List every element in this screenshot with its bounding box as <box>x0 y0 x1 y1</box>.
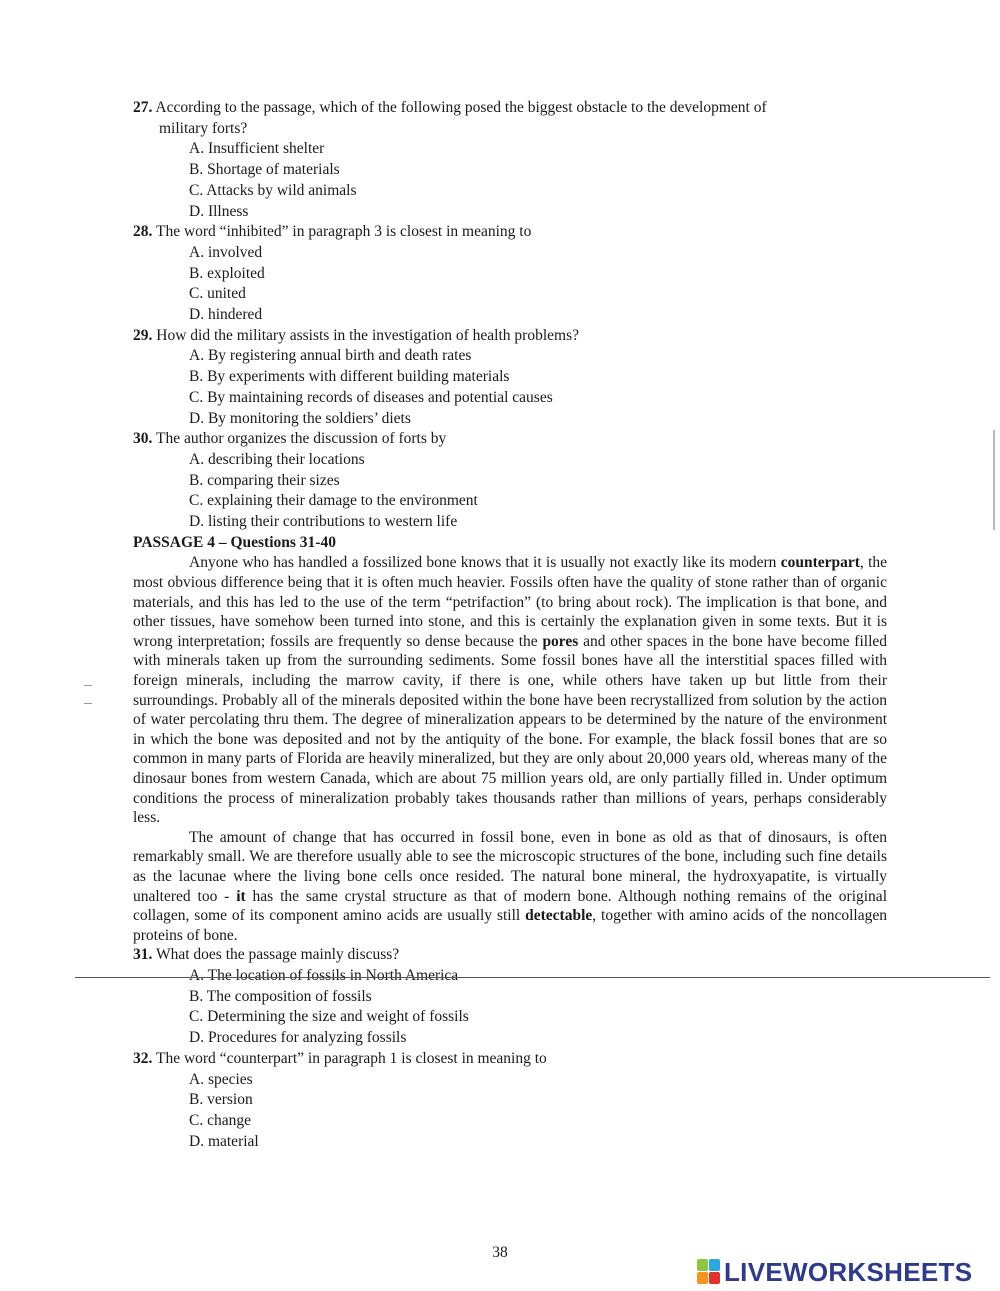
question-27 <box>133 98 887 139</box>
liveworksheets-logo-icon <box>697 1259 721 1285</box>
question-stem: According to the passage, which of the following posed the biggest obstacle to the development of <box>155 99 767 116</box>
option-27-d[interactable]: D. Illness <box>189 202 249 220</box>
passage-paragraph-2: The amount of change that has occurred in fossil bone, even in bone as old as that of dinosaurs, is often remarkably small. We are therefore usually able to see the microscopic structures of the bone, including such fine details as the lacunae where the living bone cells once resided. The natural bone mineral, the hydroxyapatite, is virtually unaltered too - it has the same crystal structure as that of modern bone. Although nothing remains of the original collagen, some of its component amino acids are usually still detectable, together with amino acids of the noncollagen proteins of bone. <box>133 828 888 944</box>
question-stem: The word “counterpart” in paragraph 1 is closest in meaning to <box>155 1049 547 1067</box>
option-32-a[interactable]: A. species <box>189 1070 253 1088</box>
scan-speck <box>84 703 92 704</box>
option-31-b[interactable]: B. The composition of fossils <box>189 987 372 1005</box>
option-29-b[interactable]: B. By experiments with different building materials <box>189 368 510 386</box>
page-content <box>133 98 887 1152</box>
question-number: 29. <box>133 326 153 344</box>
question-28 <box>133 222 887 243</box>
option-31-a[interactable]: A. The location of fossils in North America <box>189 967 459 985</box>
page-number: 38 <box>492 1244 508 1261</box>
keyword-detectable: detectable <box>525 907 593 925</box>
option-30-c[interactable]: C. explaining their damage to the environment <box>189 492 478 510</box>
question-stem: What does the passage mainly discuss? <box>155 946 400 964</box>
option-29-d[interactable]: D. By monitoring the soldiers’ diets <box>189 409 411 427</box>
option-27-a[interactable]: A. Insufficient shelter <box>189 140 325 158</box>
option-31-d[interactable]: D. Procedures for analyzing fossils <box>189 1029 407 1047</box>
question-stem: The word “inhibited” in paragraph 3 is closest in meaning to <box>155 223 532 241</box>
question-31 <box>133 945 887 966</box>
question-number: 31. <box>133 946 153 964</box>
question-number: 28. <box>133 223 153 241</box>
question-32 <box>133 1049 887 1070</box>
option-28-c[interactable]: C. united <box>189 285 246 303</box>
passage-paragraph-1: Anyone who has handled a fossilized bone knows that it is usually not exactly like its modern counterpart, the most obvious difference being that it is often much heavier. Fossils often have the quality of stone rather than of organic materials, and this has led to the use of the term “petrifaction” (to bring about rock). The implication is that bone, and other tissues, have somehow been turned into stone, and this is certainly the explanation given in some texts. But it is wrong interpretation; fossils are frequently so dense because the pores and other spaces in the bone have become filled with minerals taken up from the surrounding sediments. Some fossil bones have all the interstitial spaces filled with foreign minerals, including the marrow cavity, if there is one, while others have taken up but little from their surroundings. Probably all of the minerals deposited within the bone have been recrystallized from solution by the action of water percolating thru them. The degree of mineralization appears to be determined by the nature of the environment in which the bone was deposited and not by the antiquity of the bone. For example, the black fossil bones that are so common in many parts of Florida are heavily mineralized, but they are only about 20,000 years old, whereas many of the dinosaur bones from western Canada, which are about 75 million years old, are only partially filled in. Under optimum conditions the process of mineralization probably takes thousands rather than millions of years, perhaps considerably less. <box>133 554 888 827</box>
option-27-c[interactable]: C. Attacks by wild animals <box>189 181 357 199</box>
question-number: 32. <box>133 1049 153 1067</box>
option-32-c[interactable]: C. change <box>189 1111 251 1129</box>
option-28-b[interactable]: B. exploited <box>189 264 265 282</box>
keyword-counterpart: counterpart <box>780 554 860 572</box>
option-29-c[interactable]: C. By maintaining records of diseases and potential causes <box>189 388 553 406</box>
keyword-it: it <box>236 887 246 905</box>
scan-line-divider <box>75 977 990 978</box>
option-32-d[interactable]: D. material <box>189 1132 259 1150</box>
option-28-d[interactable]: D. hindered <box>189 306 263 324</box>
option-29-a[interactable]: A. By registering annual birth and death rates <box>189 347 472 365</box>
question-29 <box>133 326 887 347</box>
question-30 <box>133 429 887 450</box>
option-30-a[interactable]: A. describing their locations <box>189 450 365 468</box>
question-stem: How did the military assists in the investigation of health problems? <box>156 326 579 344</box>
question-stem: The author organizes the discussion of forts by <box>155 430 447 448</box>
liveworksheets-logo <box>697 1255 972 1289</box>
liveworksheets-logo-text: LIVEWORKSHEETS <box>724 1256 973 1287</box>
option-32-b[interactable]: B. version <box>189 1091 253 1109</box>
scan-speck <box>84 685 92 686</box>
option-31-c[interactable]: C. Determining the size and weight of fossils <box>189 1008 469 1026</box>
passage-heading: PASSAGE 4 – Questions 31-40 <box>133 533 336 551</box>
option-30-b[interactable]: B. comparing their sizes <box>189 471 340 489</box>
question-stem-continued: military forts? <box>159 119 248 137</box>
question-number: 27. <box>133 99 153 116</box>
option-27-b[interactable]: B. Shortage of materials <box>189 161 340 179</box>
option-28-a[interactable]: A. involved <box>189 243 263 261</box>
keyword-pores: pores <box>542 632 579 650</box>
question-number: 30. <box>133 430 153 448</box>
scan-speck <box>993 430 995 530</box>
option-30-d[interactable]: D. listing their contributions to western life <box>189 513 458 531</box>
